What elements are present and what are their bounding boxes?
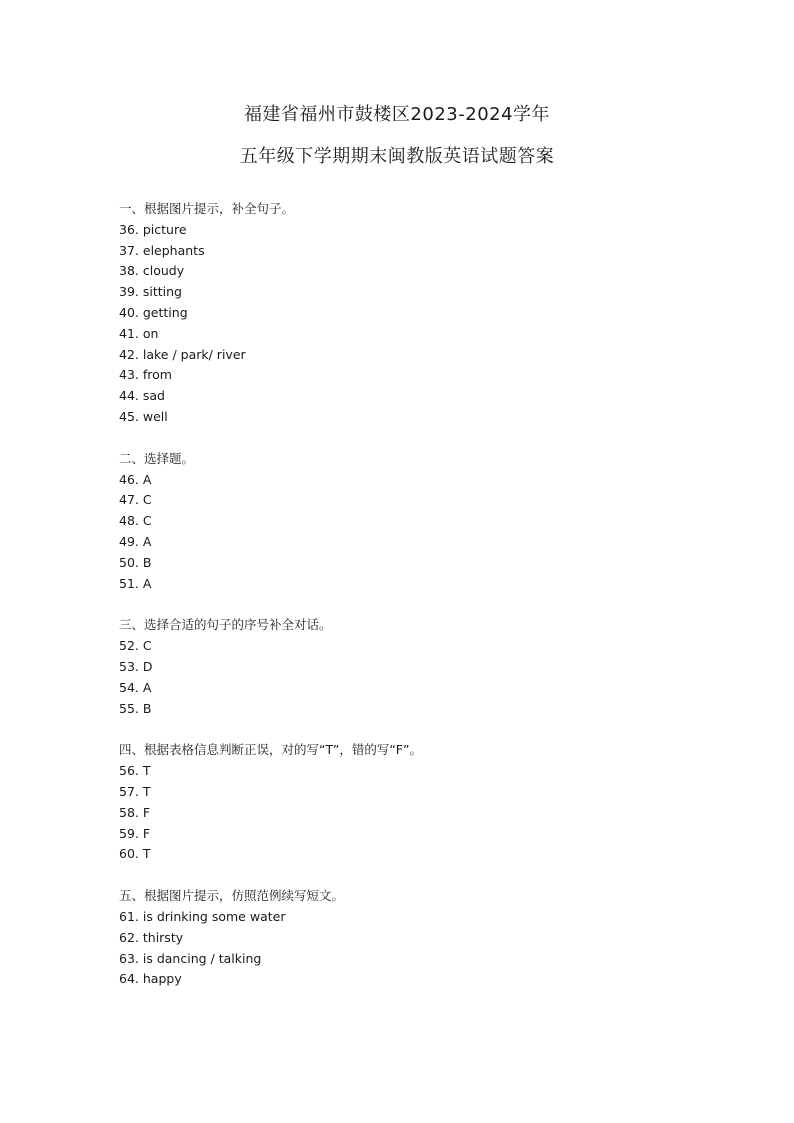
answer-text: A [142, 533, 152, 549]
answer-item [119, 345, 679, 366]
question-number: 44. [119, 388, 139, 404]
answer-item [119, 282, 679, 303]
question-number: 40. [119, 304, 139, 320]
answer-text: C [142, 638, 152, 654]
answer-text: thirsty [142, 929, 184, 945]
answer-item [119, 907, 679, 928]
answer-text: cloudy [142, 263, 185, 279]
question-number: 39. [119, 284, 139, 300]
answer-item [119, 261, 679, 282]
answer-text: D [142, 658, 153, 674]
question-number: 52. [119, 638, 139, 654]
answer-section [119, 449, 679, 595]
question-number: 48. [119, 513, 139, 529]
answer-item [119, 241, 679, 262]
answer-text: T [142, 846, 151, 862]
document-title-line-2: 五年级下学期期末闽教版英语试题答案 [239, 146, 555, 167]
section-heading: 四、根据表格信息判断正误，对的写“T”，错的写“F”。 [119, 742, 422, 758]
answer-text: from [142, 367, 172, 383]
question-number: 53. [119, 658, 139, 674]
answer-item [119, 761, 679, 782]
answer-text: B [142, 554, 152, 570]
answer-text: A [142, 679, 152, 695]
question-number: 42. [119, 346, 139, 362]
answer-item [119, 553, 679, 574]
answer-item [119, 511, 679, 532]
answer-text: sad [142, 388, 165, 404]
answer-item [119, 365, 679, 386]
answer-item [119, 782, 679, 803]
answer-text: T [142, 783, 151, 799]
section-heading: 一、根据图片提示，补全句子。 [119, 201, 295, 216]
section-heading: 五、根据图片提示，仿照范例续写短文。 [119, 888, 345, 904]
answer-text: C [142, 492, 152, 508]
answer-item [119, 844, 679, 865]
question-number: 41. [119, 325, 139, 341]
answer-text: picture [142, 221, 187, 237]
question-number: 37. [119, 242, 139, 258]
answer-text: T [142, 763, 151, 779]
answer-item [119, 303, 679, 324]
question-number: 36. [119, 221, 139, 237]
answer-text: A [142, 471, 152, 487]
answer-text: getting [142, 304, 188, 320]
answer-text: B [142, 700, 152, 716]
question-number: 49. [119, 533, 139, 549]
answer-item [119, 574, 679, 595]
question-number: 62. [119, 929, 139, 945]
question-number: 61. [119, 908, 139, 924]
answer-text: F [142, 804, 151, 820]
section-heading: 二、选择题。 [119, 450, 195, 466]
answer-item [119, 657, 679, 678]
question-number: 47. [119, 492, 139, 508]
answer-item [119, 699, 679, 720]
answer-section [119, 740, 679, 865]
answer-text: sitting [142, 284, 182, 300]
answer-item [119, 532, 679, 553]
section-heading: 三、选择合适的句子的序号补全对话。 [119, 617, 332, 633]
question-number: 54. [119, 679, 139, 695]
answer-section [119, 615, 679, 719]
question-number: 63. [119, 950, 139, 966]
question-number: 60. [119, 846, 139, 862]
answer-text: elephants [142, 242, 205, 258]
question-number: 50. [119, 554, 139, 570]
answer-item [119, 678, 679, 699]
answer-section [119, 199, 679, 428]
answer-item [119, 949, 679, 970]
question-number: 46. [119, 471, 139, 487]
answer-text: A [142, 575, 152, 591]
answer-text: happy [142, 971, 182, 987]
answer-content [119, 199, 679, 1011]
answer-text: on [142, 325, 159, 341]
answer-item [119, 490, 679, 511]
question-number: 38. [119, 263, 139, 279]
document-title-line-1: 福建省福州市鼓楼区2023-2024学年 [243, 104, 551, 125]
answer-item [119, 470, 679, 491]
answer-item [119, 386, 679, 407]
answer-text: is drinking some water [142, 908, 286, 924]
question-number: 64. [119, 971, 139, 987]
question-number: 55. [119, 700, 139, 716]
answer-text: is dancing / talking [142, 950, 262, 966]
question-number: 51. [119, 575, 139, 591]
answer-item [119, 220, 679, 241]
answer-item [119, 803, 679, 824]
answer-text: well [142, 408, 168, 424]
answer-item [119, 407, 679, 428]
answer-section [119, 886, 679, 990]
question-number: 58. [119, 804, 139, 820]
answer-item [119, 324, 679, 345]
answer-text: lake / park/ river [142, 346, 246, 362]
question-number: 56. [119, 763, 139, 779]
answer-text: F [142, 825, 151, 841]
question-number: 45. [119, 408, 139, 424]
question-number: 43. [119, 367, 139, 383]
question-number: 59. [119, 825, 139, 841]
answer-item [119, 824, 679, 845]
answer-text: C [142, 513, 152, 529]
answer-item [119, 969, 679, 990]
answer-item [119, 636, 679, 657]
answer-item [119, 928, 679, 949]
question-number: 57. [119, 783, 139, 799]
